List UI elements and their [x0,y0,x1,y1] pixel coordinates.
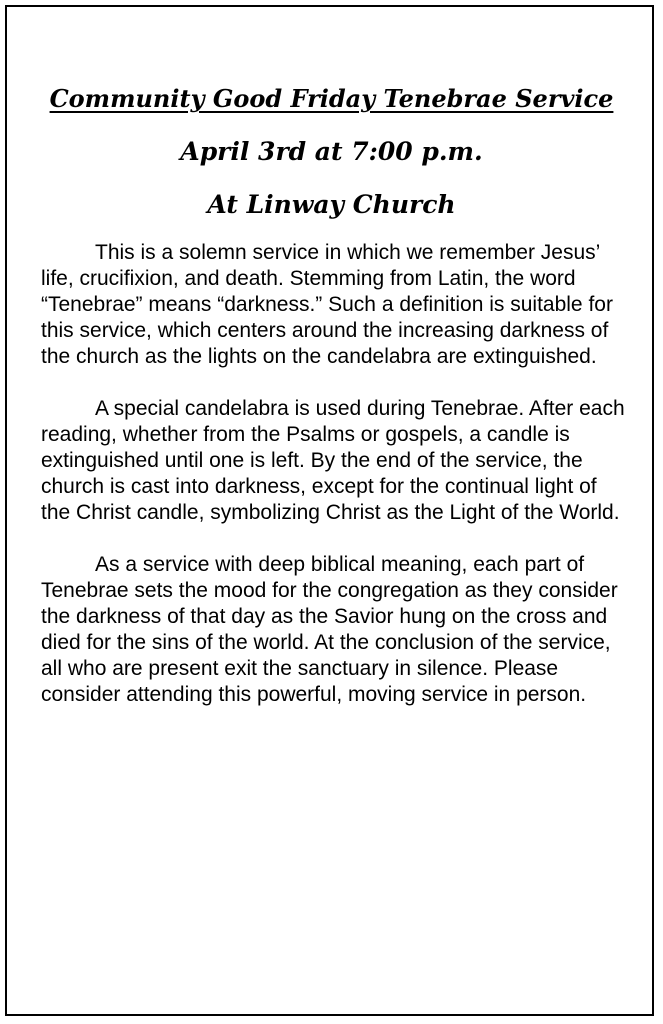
paragraph-meaning: As a service with deep biblical meaning, each part of Tenebrae sets the mood for the congregation as they consider the darkness of that day as the Savior hung on the cross and died for the sins of the world. At the conclusion of the service, all who are present exit the sanctuary in silence. Please consider attending this powerful, moving service in person. [41,553,618,706]
paragraph-introduction: This is a solemn service in which we remember Jesus’ life, crucifixion, and death. Stemming from Latin, the word “Tenebrae” means “darkness.” Such a definition is suitable for this service, which centers around the increasing darkness of the church as the lights on the candelabra are extinguished. [41,241,613,368]
service-title: Community Good Friday Tenebrae Service [49,84,614,113]
service-location: At Linway Church [207,190,456,219]
paragraph-candelabra: A special candelabra is used during Tenebrae. After each reading, whether from the Psalms or gospels, a candle is extinguished until one is left. By the end of the service, the church is cast into darkness, except for the continual light of the Christ candle, symbolizing Christ as the Light of the World. [41,397,625,524]
service-date-time: April 3rd at 7:00 p.m. [180,137,483,166]
announcement-header [0,72,663,231]
announcement-body [41,240,631,734]
